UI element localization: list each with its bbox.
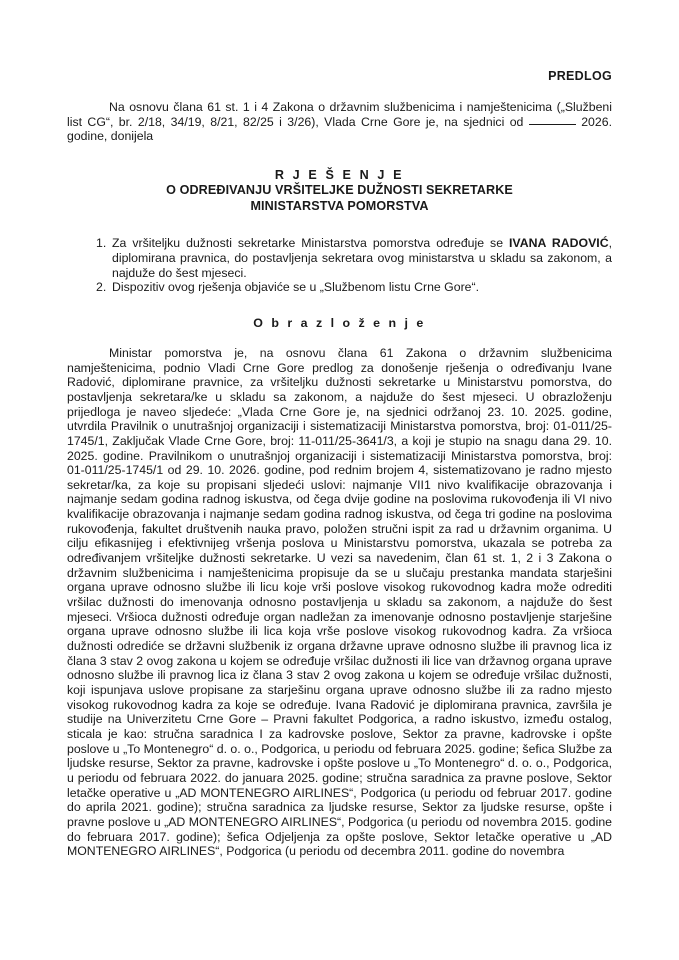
dispositive-list bbox=[67, 214, 612, 295]
preamble-text-after-blank: 2026. godine, donijela bbox=[67, 114, 612, 144]
dispositive-item-1-text-before-name: Za vršiteljku dužnosti sekretarke Ministarstva pomorstva određuje se bbox=[112, 236, 510, 251]
document-tag: PREDLOG bbox=[548, 69, 612, 83]
decision-title-line-3: MINISTARSTVA POMORSTVA bbox=[250, 198, 429, 213]
date-blank-field[interactable] bbox=[529, 124, 576, 125]
dispositive-item-2: Dispozitiv ovog rješenja objaviće se u „Službenom listu Crne Gore“. bbox=[112, 280, 480, 295]
decision-title-block bbox=[67, 144, 612, 214]
document-content bbox=[67, 0, 612, 859]
reasoning-body-text: Ministar pomorstva je, na osnovu člana 61 Zakona o državnim službenicima namještenicima, podnio Vladi Crne Gore predlog za donošenje rješenja o određivanju Ivane Radović, diplomirane pravnice, za vršiteljku dužnosti sekretarke u Ministarstvu pomorstva, do postavljenja sekretara/ke u skladu sa zakonom, a najduže do šest mjeseci. U obrazloženju prijedloga je naveo sljedeće: „Vlada Crne Gore je, na sjednici održanoj 23. 10. 2025. godine, utvrdila Pravilnik o unutrašnjoj organizaciji i sistematizaciji Ministarstva pomorstva, broj: 01-011/25-1745/1, Zaključak Vlade Crne Gore, broj: 11-011/25-3641/3, a koji je stupio na snagu dana 29. 10. 2025. godine. Pravilnikom o unutrašnjoj organizaciji i sistematizaciji Ministarstva pomorstva, broj: 01-011/25-1745/1 od 29. 10. 2026. godine, pod rednim brojem 4, sistematizovano je radno mjesto sekretar/ka, za koje su propisani sljedeći uslovi: najmanje VII1 nivo kvalifikacije obrazovanja i najmanje sedam godina radnog iskustva, od čega dvije godine na poslovima rukovođenja ili VI nivo kvalifikacije obrazovanja i najmanje sedam godina radnog iskustva, od čega tri godine na poslovima rukovođenja, fakultet društvenih nauka pravo, položen stručni ispit za rad u državnim organima. U cilju efikasnijeg i efektivnijeg vršenja poslova u Ministarstvu pomorstva, ukazala se potreba za određivanjem vršiteljke dužnosti sekretarke. U vezi sa navedenim, član 61 st. 1, 2 i 3 Zakona o državnim službenicima i namještenicima propisuje da se u slučaju prestanka mandata starješini organa uprave odnosno službe ili licu koje vrši poslove visokog rukovodnog kadra može odrediti vršilac dužnosti do imenovanja odnosno postavljenja u skladu sa zakonom, a najduže do šest mjeseci. Vršioca dužnosti određuje organ nadležan za imenovanje odnosno postavljenje starješine organa uprave odnosno službe ili lica koja vrše poslove visokog rukovodnog kadra. Za vršioca dužnosti odrediće se državni službenik iz organa državne uprave odnosno službe ili pravnog lica iz člana 3 stav 2 ovog zakona u kojem se određuje vršilac dužnosti ili lice van državnog organa uprave odnosno službe ili pravnog lica iz člana 3 stav 2 ovog zakona u kojem se određuje vršilac dužnosti, koji ispunjava uslove propisane za starješinu organa uprave odnosno službe ili za radno mjesto visokog rukovodnog kadra za koje se određuje. Ivana Radović je diplomirana pravnica, završila je studije na Univerzitetu Crne Gore – Pravni fakultet Podgorica, a radno iskustvo, između ostalog, sticala je kao: stručna saradnica I za kadrovske poslove, Sektor za pravne, kadrovske i opšte poslove u „To Montenegro“ d. o. o., Podgorica, u periodu od februara 2025. godine; šefica Službe za ljudske resurse, Sektor za pravne, kadrovske i opšte poslove u „To Montenegro“ d. o. o., Podgorica, u periodu od februara 2022. do januara 2025. godine; stručna saradnica za pravne poslove, Sektor letačke operative u „AD MONTENEGRO AIRLINES“, Podgorica (u periodu od februar 2017. godine do aprila 2021. godine); stručna saradnica za ljudske resurse, Sektor za ljudske resurse, opšte i pravne poslove u „AD MONTENEGRO AIRLINES“, Podgorica (u periodu od novembra 2015. godine do februara 2017. godine); šefica Odjeljenja za opšte poslove, Sektor letačke operative u „AD MONTENEGRO AIRLINES“, Podgorica (u periodu od decembra 2011. godine do novembra bbox=[67, 345, 612, 859]
reasoning-paragraph bbox=[67, 330, 612, 859]
preamble-paragraph bbox=[67, 83, 612, 144]
appointee-name: IVANA RADOVIĆ bbox=[509, 236, 609, 251]
decision-title-line-2: O ODREĐIVANJU VRŠITELJKE DUŽNOSTI SEKRETARKE bbox=[166, 183, 513, 198]
dispositive-item-1 bbox=[67, 236, 612, 280]
preamble-text-before-blank: Na osnovu člana 61 st. 1 i 4 Zakona o državnim službenicima i namještenicima („Službeni list CG“, br. 2/18, 34/19, 8/21, 82/25 i 3/26), Vlada Crne Gore je, na sjednici od bbox=[67, 100, 612, 129]
dispositive-item-1-text-after-name: , diplomirana pravnica, do postavljenja sekretara ovog ministarstva u skladu sa zakonom, a najduže do šest mjeseci. bbox=[112, 236, 613, 280]
reasoning-heading: O b r a z l o ž e n j e bbox=[253, 315, 426, 330]
decision-title-line-1: R J E Š E N J E bbox=[274, 168, 405, 183]
